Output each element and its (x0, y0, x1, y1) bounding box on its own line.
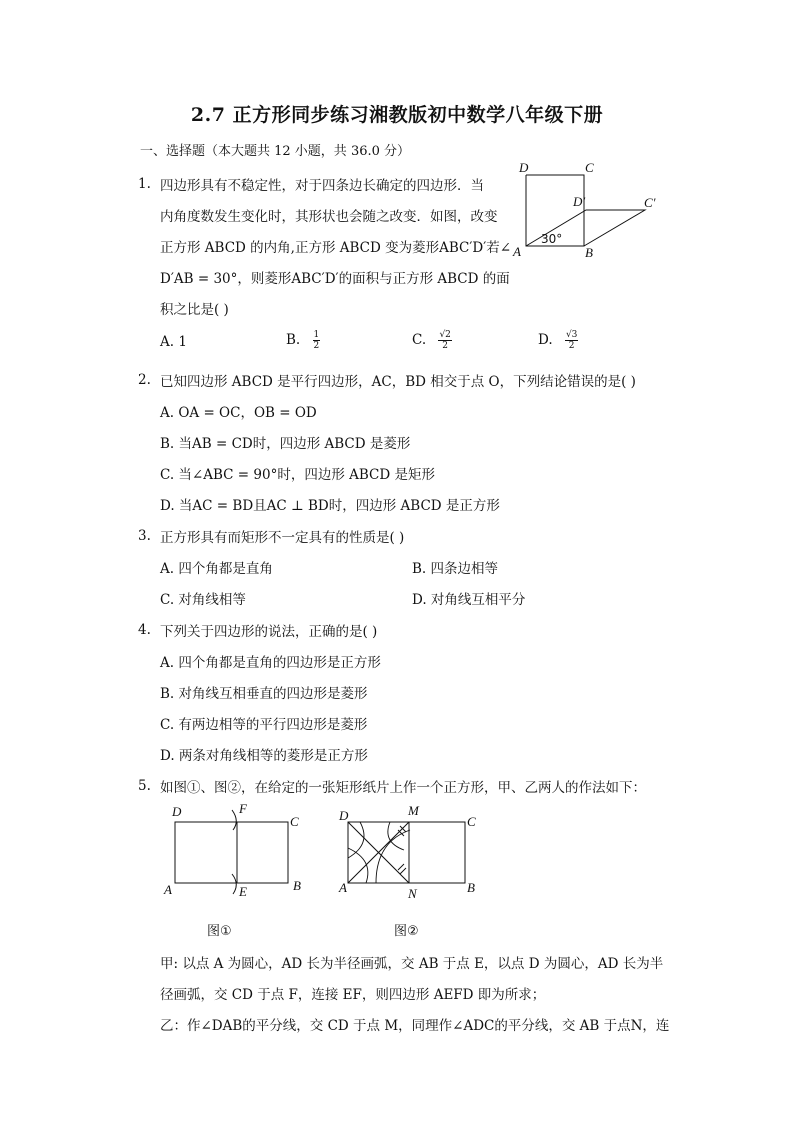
fig2-label-n: N (408, 886, 417, 901)
q1-option-d-den: 2 (568, 341, 575, 351)
q4-option-c: C. 有两边相等的平行四边形是菱形 (160, 717, 368, 733)
q5-yi-line: 乙：作∠DAB的平分线，交 CD 于点 M，同理作∠ADC的平分线，交 AB 于点N，连 (160, 1018, 670, 1034)
fig2-arc-4 (388, 822, 404, 850)
q1-line-2: 内角度数发生变化时，其形状也会随之改变．如图，改变 (160, 209, 498, 225)
q1-line-5: 积之比是( ) (160, 302, 229, 318)
q1-option-c-frac (438, 330, 451, 351)
q5-number: 5. (138, 778, 151, 794)
q4-option-b: B. 对角线互相垂直的四边形是菱形 (160, 686, 368, 702)
fig1-arc-bottom (232, 874, 236, 894)
q2-option-d: D. 当AC = BD且AC ⊥ BD时，四边形 ABCD 是正方形 (160, 498, 500, 514)
q1-option-d-num: √3 (565, 330, 578, 340)
fig1-label-a: A (164, 882, 172, 897)
q3-option-c: C. 对角线相等 (160, 592, 246, 608)
page-title: 2.7 正方形同步练习湘教版初中数学八年级下册 (190, 104, 604, 126)
q5-stem: 如图①、图②，在给定的一张矩形纸片上作一个正方形，甲、乙两人的作法如下： (160, 780, 646, 796)
fig2-label-m: M (408, 803, 419, 818)
q5-figure-2 (332, 800, 492, 945)
fig1-label-f: F (239, 801, 247, 816)
q1-option-b (286, 330, 320, 351)
fig1-label-d: D (172, 804, 182, 819)
q1-option-b-prefix: B. (286, 332, 301, 348)
q4-option-a: A. 四个角都是直角的四边形是正方形 (160, 655, 381, 671)
fig2-label-d: D (339, 808, 349, 823)
q3-option-a: A. 四个角都是直角 (160, 561, 273, 577)
fig1-rectangle (175, 822, 288, 883)
fig2-caption: 图② (394, 924, 419, 939)
q4-number: 4. (138, 622, 151, 638)
q1-option-c-den: 2 (442, 341, 449, 351)
fig1-label-c: C (290, 814, 299, 829)
section-heading: 一、选择题（本大题共 12 小题，共 36.0 分） (140, 144, 411, 159)
q1-angle-label: 30° (541, 232, 563, 246)
fig1-caption: 图① (207, 924, 232, 939)
q2-number: 2. (138, 372, 151, 388)
q2-stem: 已知四边形 ABCD 是平行四边形，AC，BD 相交于点 O，下列结论错误的是( ) (160, 374, 636, 390)
q1-option-b-den: 2 (313, 341, 320, 351)
q1-label-cprime: C′ (644, 195, 656, 210)
q1-option-d-frac (565, 330, 578, 351)
fig2-label-b: B (467, 880, 475, 895)
q1-option-c-num: √2 (439, 330, 451, 340)
q4-option-d: D. 两条对角线相等的菱形是正方形 (160, 748, 368, 764)
q5-figure-1 (160, 800, 320, 945)
fig1-label-e: E (239, 884, 247, 899)
q1-option-b-num: 1 (313, 330, 320, 340)
q1-option-d (538, 330, 578, 351)
q1-line-1: 四边形具有不稳定性，对于四条边长确定的四边形．当 (160, 178, 484, 194)
q1-option-c (412, 330, 452, 351)
q1-option-c-prefix: C. (412, 332, 427, 348)
fig1-label-b: B (293, 878, 301, 893)
q1-line-3: 正方形 ABCD 的内角,正方形 ABCD 变为菱形ABC′D′若∠ (160, 240, 512, 256)
q2-option-a: A. OA = OC，OB = OD (160, 405, 317, 421)
q1-label-c: C (585, 160, 594, 175)
q1-number: 1. (138, 176, 151, 192)
q1-option-b-frac (313, 330, 321, 351)
q1-label-a: A (513, 244, 521, 259)
fig1-arc-top (232, 810, 236, 830)
fig2-label-a: A (339, 880, 347, 895)
q3-number: 3. (138, 528, 151, 544)
q3-option-b: B. 四条边相等 (412, 561, 499, 577)
q3-stem: 正方形具有而矩形不一定具有的性质是( ) (160, 530, 405, 546)
q1-label-d: D (519, 160, 529, 175)
q1-label-dprime: D′ (573, 194, 586, 209)
q2-option-b: B. 当AB = CD时，四边形 ABCD 是菱形 (160, 436, 411, 452)
fig2-label-c: C (467, 814, 476, 829)
q5-jia-line-2: 径画弧，交 CD 于点 F，连接 EF，则四边形 AEFD 即为所求； (160, 987, 546, 1003)
q1-figure (505, 158, 665, 263)
q1-option-a: A. 1 (160, 334, 187, 350)
q4-stem: 下列关于四边形的说法，正确的是( ) (160, 624, 378, 640)
q1-label-b: B (585, 245, 593, 260)
q2-option-c: C. 当∠ABC = 90°时，四边形 ABCD 是矩形 (160, 467, 435, 483)
q5-jia-line-1: 甲: 以点 A 为圆心，AD 长为半径画弧，交 AB 于点 E，以点 D 为圆心，AD 长为半 (160, 956, 664, 972)
q1-line-4: D′AB = 30°，则菱形ABC′D′的面积与正方形 ABCD 的面 (160, 271, 510, 287)
q3-option-d: D. 对角线互相平分 (412, 592, 526, 608)
q1-option-d-prefix: D. (538, 332, 553, 348)
